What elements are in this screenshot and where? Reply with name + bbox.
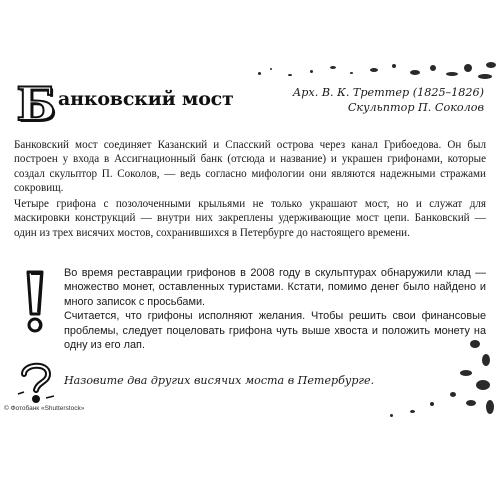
fact-text	[64, 266, 486, 352]
header	[14, 77, 484, 132]
question-block	[14, 360, 486, 406]
page-title: анковский мост	[58, 88, 234, 110]
fact-paragraph: Считается, что грифоны исполняют желания. Чтобы решить свои финансовые проблемы, следует поцеловать грифона чуть выше хвоста и положить монету на одну из его лап.	[64, 310, 486, 352]
exclamation-icon	[20, 270, 50, 334]
sculptor-credit: Скульптор П. Соколов	[347, 101, 484, 114]
fact-block	[14, 266, 486, 352]
drop-cap-letter: Б	[16, 77, 56, 131]
photo-credit: © Фотобанк «Shutterstock»	[4, 405, 85, 412]
question-icon	[14, 360, 58, 404]
fact-paragraph: Во время реставрации грифонов в 2008 году в скульптурах обнаружили клад — множество монет, оставленных туристами. Кстати, помимо денег было найдено и много записок с просьбами.	[64, 267, 486, 308]
credits	[293, 85, 484, 115]
question-text: Назовите два других висячих моста в Петербурге.	[64, 374, 375, 387]
architect-credit: Арх. В. К. Треттер (1825–1826)	[292, 86, 484, 99]
paragraph: Четыре грифона с позолоченными крыльями не только украшают мост, но и служат для маскировки конструкций — внутри них закреплены удерживающие мост цепи. Банковский — один из трех висячих мостов, сохранившихся в Петербурге до настоящего времени.	[14, 198, 486, 239]
paragraph: Банковский мост соединяет Казанский и Спасский острова через канал Грибоедова. Он был построен у входа в Ассигнационный банк (отсюда и название) и украшен грифонами, которые создал скульптор П. Соколов, — ведь согласно мифологии они являются надежными стражами сокровищ.	[14, 139, 486, 194]
main-text	[14, 138, 486, 242]
